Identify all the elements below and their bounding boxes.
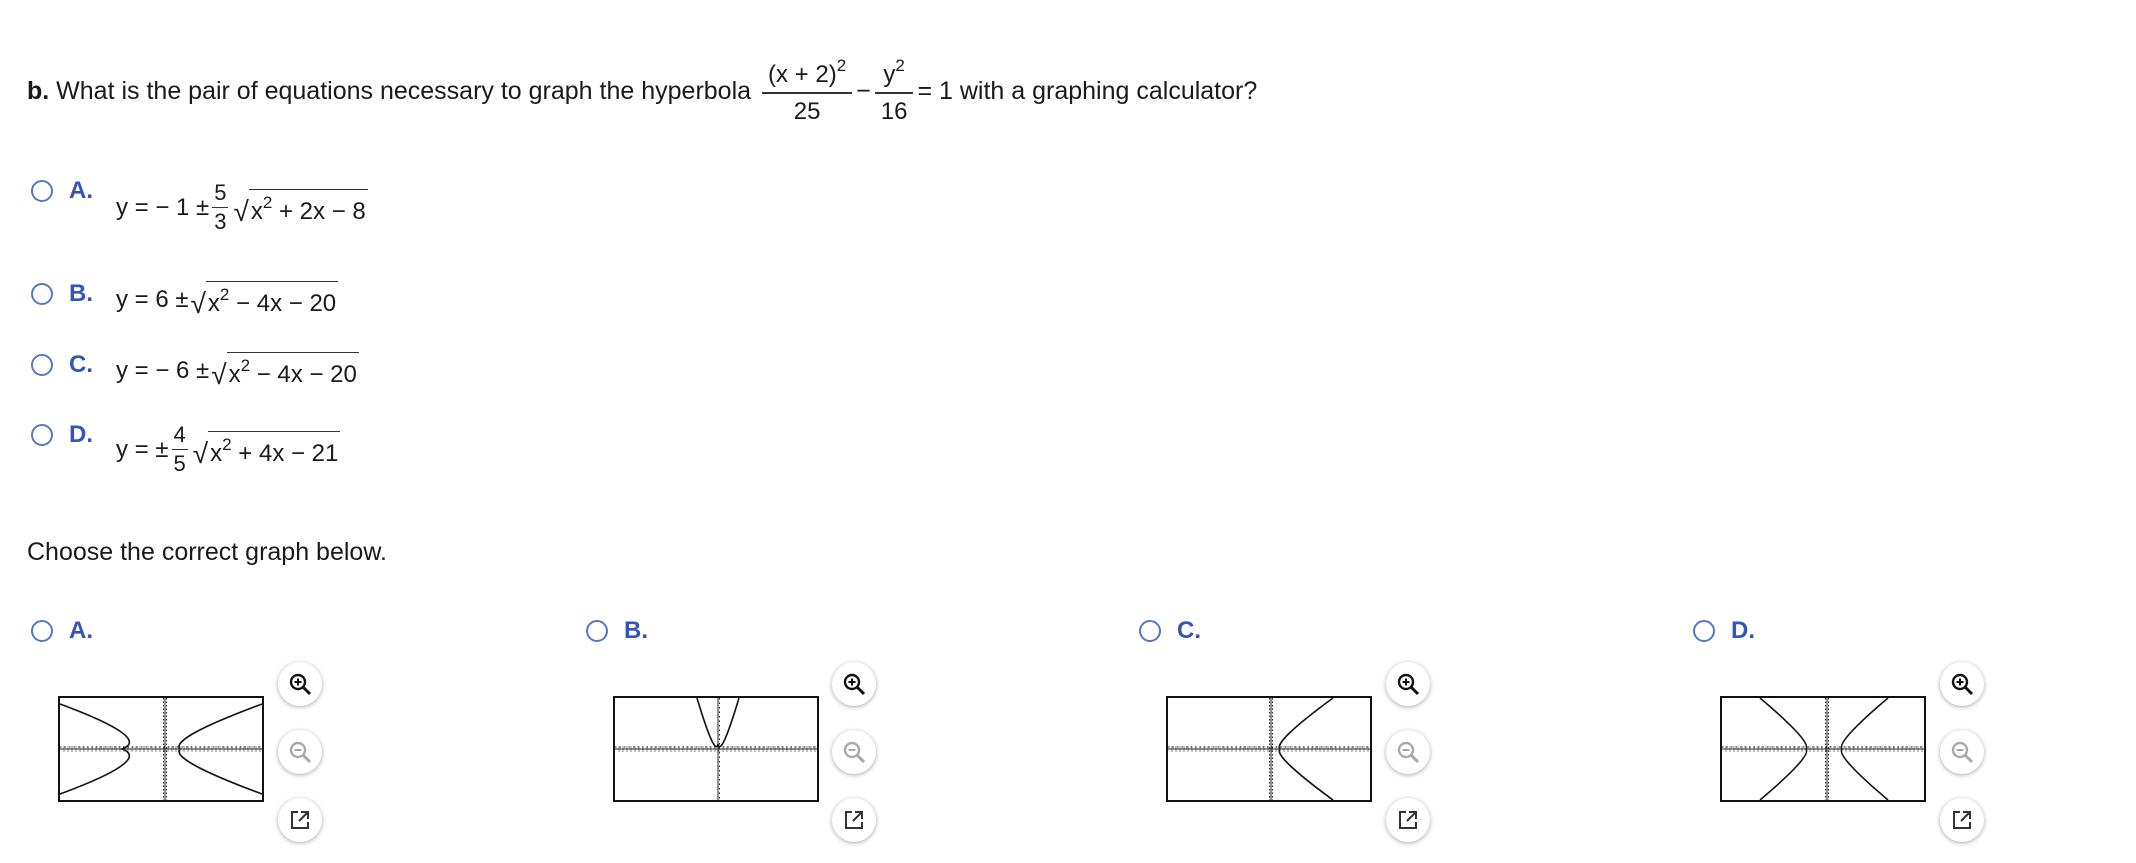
open-new-window-icon bbox=[1950, 808, 1974, 832]
fraction-y bbox=[875, 56, 914, 126]
zoom-out-icon bbox=[1395, 739, 1421, 765]
equation-a-radical: √ $x^2 + 2x - 8$ bbox=[233, 189, 367, 226]
equation-d bbox=[116, 424, 340, 475]
open-new-window-icon bbox=[1396, 808, 1420, 832]
fraction-x-exp: 2 bbox=[836, 56, 847, 75]
equation-c-radical: √ $x^2 - 4x - 20$ bbox=[211, 352, 359, 389]
graph-thumbnail-b[interactable] bbox=[613, 696, 819, 802]
graph-thumbnail-a[interactable] bbox=[58, 696, 264, 802]
equation-b-radical: √ $x^2 - 4x - 20$ bbox=[191, 281, 339, 318]
graph-axes-c bbox=[1168, 698, 1370, 800]
open-button-b[interactable] bbox=[832, 798, 876, 842]
minus-sign: − bbox=[856, 76, 871, 105]
radio-graph-d[interactable] bbox=[1693, 620, 1715, 642]
question-label: b. bbox=[27, 76, 50, 105]
equation-b-rad-exp: 2 bbox=[219, 285, 230, 304]
zoom-out-icon bbox=[1949, 739, 1975, 765]
equation-a-coef-num: 5 bbox=[214, 180, 227, 205]
radio-graph-a[interactable] bbox=[31, 620, 53, 642]
zoom-out-button-d[interactable] bbox=[1940, 730, 1984, 774]
equation-c bbox=[116, 352, 359, 389]
graph-label-a: A. bbox=[69, 617, 93, 644]
open-button-a[interactable] bbox=[278, 798, 322, 842]
zoom-out-button-a[interactable] bbox=[278, 730, 322, 774]
equation-c-rad-a: x bbox=[228, 361, 241, 388]
zoom-out-icon bbox=[841, 739, 867, 765]
equation-b bbox=[116, 281, 338, 318]
option-label-a: A. bbox=[69, 177, 93, 204]
zoom-out-icon bbox=[287, 739, 313, 765]
open-new-window-icon bbox=[288, 808, 312, 832]
equation-c-rad-exp: 2 bbox=[240, 356, 251, 375]
zoom-out-button-b[interactable] bbox=[832, 730, 876, 774]
equation-a-pre: y = − 1 ± bbox=[116, 193, 210, 221]
graph-plot-a bbox=[60, 698, 262, 800]
question-prompt: What is the pair of equations necessary to graph the hyperbola bbox=[56, 76, 752, 105]
equation-d-pre: y = ± bbox=[116, 435, 169, 463]
equation-d-rad-exp: 2 bbox=[222, 435, 232, 454]
radio-equation-a[interactable] bbox=[31, 180, 53, 202]
radio-equation-d[interactable] bbox=[31, 424, 53, 446]
graph-plot-c bbox=[1168, 698, 1370, 800]
graph-axes-d bbox=[1722, 698, 1924, 800]
zoom-in-icon bbox=[287, 671, 313, 697]
equation-a-coef bbox=[212, 182, 228, 233]
graph-label-d: D. bbox=[1731, 617, 1755, 644]
radio-equation-c[interactable] bbox=[31, 354, 53, 376]
graph-plot-d bbox=[1722, 698, 1924, 800]
equation-b-rad-b: − 4x − 20 bbox=[229, 290, 337, 317]
equation-a-rad-a: x bbox=[250, 198, 263, 225]
open-button-c[interactable] bbox=[1386, 798, 1430, 842]
fraction-y-den: 16 bbox=[875, 92, 914, 126]
question-suffix: = 1 with a graphing calculator? bbox=[917, 76, 1258, 105]
zoom-in-button-c[interactable] bbox=[1386, 662, 1430, 706]
option-label-c: C. bbox=[69, 351, 93, 378]
fraction-x-den: 25 bbox=[762, 92, 852, 126]
zoom-in-button-b[interactable] bbox=[832, 662, 876, 706]
radio-equation-b[interactable] bbox=[31, 283, 53, 305]
graph-thumbnail-c[interactable] bbox=[1166, 696, 1372, 802]
zoom-in-button-a[interactable] bbox=[278, 662, 322, 706]
option-label-d: D. bbox=[69, 421, 93, 448]
fraction-y-num: y bbox=[883, 61, 896, 88]
equation-d-coef bbox=[172, 424, 188, 475]
graph-label-c: C. bbox=[1177, 617, 1201, 644]
equation-c-rad-b: − 4x − 20 bbox=[250, 361, 357, 388]
equation-c-pre: y = − 6 ± bbox=[116, 356, 210, 384]
radio-graph-b[interactable] bbox=[586, 620, 608, 642]
equation-d-rad-a: x bbox=[210, 440, 223, 467]
open-button-d[interactable] bbox=[1940, 798, 1984, 842]
equation-a bbox=[116, 182, 368, 233]
equation-d-coef-num: 4 bbox=[173, 422, 186, 447]
equation-d-rad-b: + 4x − 21 bbox=[231, 440, 339, 467]
equation-d-radical: √ $x^2 + 4x - 21$ bbox=[193, 431, 341, 468]
option-label-b: B. bbox=[69, 280, 93, 307]
zoom-in-icon bbox=[1395, 671, 1421, 697]
radio-graph-c[interactable] bbox=[1139, 620, 1161, 642]
graph-label-b: B. bbox=[624, 617, 648, 644]
graph-plot-b bbox=[615, 698, 817, 800]
equation-a-rad-b: + 2x − 8 bbox=[272, 198, 366, 225]
equation-a-coef-den: 3 bbox=[214, 209, 227, 234]
equation-b-rad-a: x bbox=[207, 290, 220, 317]
zoom-in-icon bbox=[1949, 671, 1975, 697]
equation-d-coef-den: 5 bbox=[173, 451, 186, 476]
equation-b-pre: y = 6 ± bbox=[116, 285, 189, 313]
fraction-x bbox=[762, 56, 852, 126]
fraction-y-exp: 2 bbox=[895, 56, 905, 75]
zoom-in-button-d[interactable] bbox=[1940, 662, 1984, 706]
equation-a-rad-exp: 2 bbox=[262, 193, 273, 212]
zoom-in-icon bbox=[841, 671, 867, 697]
fraction-x-num: (x + 2) bbox=[768, 61, 837, 88]
open-new-window-icon bbox=[842, 808, 866, 832]
question-text bbox=[27, 46, 1257, 136]
zoom-out-button-c[interactable] bbox=[1386, 730, 1430, 774]
graph-prompt: Choose the correct graph below. bbox=[27, 538, 387, 566]
graph-thumbnail-d[interactable] bbox=[1720, 696, 1926, 802]
